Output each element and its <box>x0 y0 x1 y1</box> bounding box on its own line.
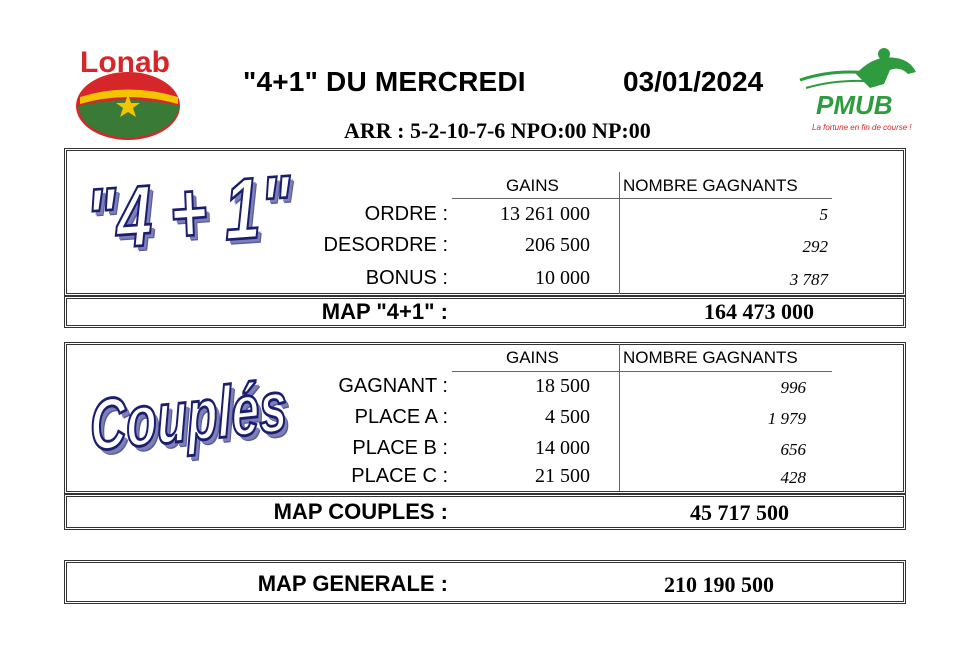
row-label: BONUS : <box>365 267 448 289</box>
svg-text:PMUB: PMUB <box>816 90 893 120</box>
row-label: DESORDRE : <box>323 234 448 256</box>
row-count: 656 <box>780 440 806 459</box>
row-gain: 18 500 <box>535 375 590 397</box>
row-count: 292 <box>802 237 828 256</box>
row-gain: 206 500 <box>525 234 590 256</box>
row-gain: 4 500 <box>545 406 590 428</box>
map-generale-value: 210 190 500 <box>664 572 774 597</box>
svg-text:Lonab: Lonab <box>80 46 170 79</box>
map-couples-label: MAP COUPLES : <box>273 499 448 524</box>
row-label: GAGNANT : <box>338 375 448 397</box>
row-label: ORDRE : <box>364 203 448 225</box>
col-gains-header: GAINS <box>506 176 559 195</box>
row-count: 996 <box>780 378 806 397</box>
map-4plus1-label: MAP "4+1" : <box>321 299 448 324</box>
row-gain: 10 000 <box>535 267 590 289</box>
row-label: PLACE A : <box>354 406 448 428</box>
svg-text:La fortune en fin de course !: La fortune en fin de course ! <box>812 123 912 132</box>
col-gagnants-header: NOMBRE GAGNANTS <box>623 348 798 367</box>
row-count: 5 <box>819 205 828 224</box>
lonab-emblem-icon <box>70 42 186 142</box>
map-4plus1-value: 164 473 000 <box>704 299 814 324</box>
section-couples-badge: Couplés <box>88 365 289 467</box>
row-gain: 21 500 <box>535 465 590 487</box>
row-count: 3 787 <box>789 270 828 289</box>
row-count: 428 <box>780 468 806 487</box>
column-divider <box>619 172 620 294</box>
row-label: PLACE B : <box>352 437 448 459</box>
race-date: 03/01/2024 <box>623 66 764 97</box>
horse-rider-icon <box>796 44 926 136</box>
page-title: "4+1" DU MERCREDI <box>243 66 526 97</box>
col-gagnants-header: NOMBRE GAGNANTS <box>623 176 798 195</box>
row-count: 1 979 <box>767 409 806 428</box>
arrival-line: ARR : 5-2-10-7-6 NPO:00 NP:00 <box>344 118 651 143</box>
map-couples-value: 45 717 500 <box>690 500 789 525</box>
row-gain: 14 000 <box>535 437 590 459</box>
section-4plus1-badge: "4 + 1" <box>84 156 293 269</box>
column-divider <box>619 344 620 491</box>
map-generale-label: MAP GENERALE : <box>257 571 448 596</box>
pmub-logo <box>796 44 926 136</box>
header-rule <box>452 198 832 199</box>
header-rule <box>452 371 832 372</box>
row-label: PLACE C : <box>351 465 448 487</box>
row-gain: 13 261 000 <box>500 203 590 225</box>
lonab-logo <box>70 42 186 142</box>
col-gains-header: GAINS <box>506 348 559 367</box>
